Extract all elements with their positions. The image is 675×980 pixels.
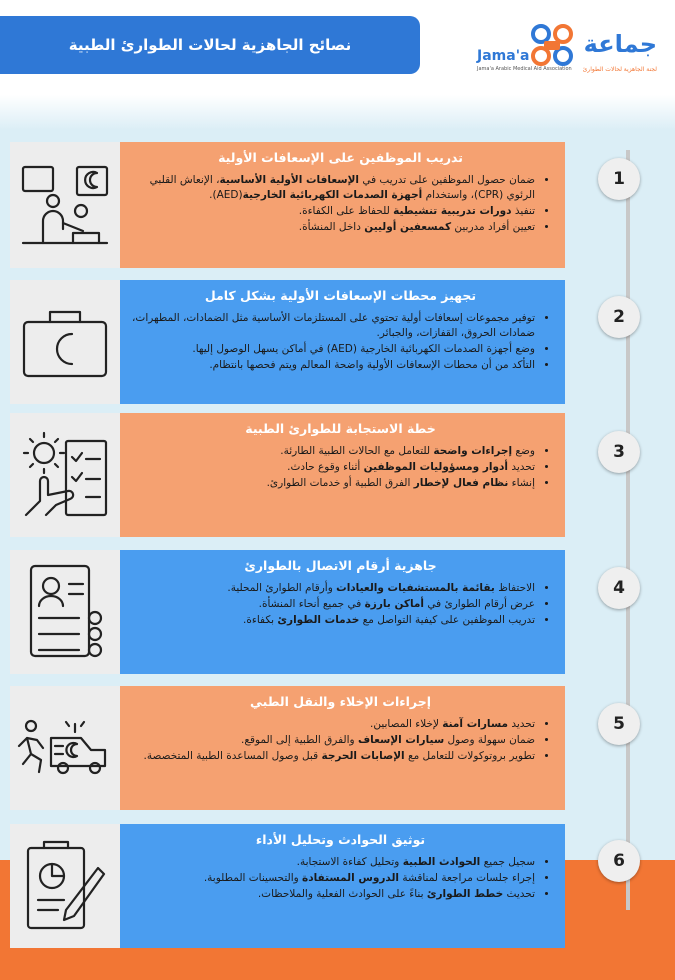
- section-title: خطة الاستجابة للطوارئ الطبية: [245, 421, 436, 436]
- list-item: • تعيين أفراد مدربين كمسعفين أوليين داخل المنشأة.: [130, 220, 535, 235]
- list-item: • ضمان حصول الموظفين على تدريب في الإسعافات الأولية الأساسية، الإنعاش القلبي الرئوي (CPR)، واستخدام أجهزة الصدمات الكهربائية الخارجية(AED).: [130, 173, 535, 203]
- section-documentation: [10, 824, 665, 948]
- list-item: • تنفيذ دورات تدريبية تنشيطية للحفاظ على الكفاءة.: [130, 204, 535, 219]
- first-aid-training-icon: [19, 161, 111, 249]
- section-icon-box: [10, 550, 120, 674]
- section-icon-box: [10, 686, 120, 810]
- section-emergency-contacts: [10, 550, 665, 674]
- list-item: • الاحتفاظ بقائمة بالمستشفيات والعيادات وأرقام الطوارئ المحلية.: [130, 581, 535, 596]
- first-aid-kit-icon: [20, 304, 110, 380]
- section-staff-training: [10, 142, 665, 268]
- section-content: [120, 142, 565, 268]
- section-title: جاهزية أرقام الاتصال بالطوارئ: [244, 558, 437, 573]
- logo-mark-icon: [529, 22, 575, 68]
- step-number-badge: 4: [598, 567, 640, 609]
- list-item: • عرض أرقام الطوارئ في أماكن بارزة في جميع أنحاء المنشأة.: [130, 597, 535, 612]
- list-item: • ضمان سهولة وصول سيارات الإسعاف والفرق الطبية إلى الموقع.: [130, 733, 535, 748]
- jamaa-logo: [477, 22, 657, 82]
- section-title: إجراءات الإخلاء والنقل الطبي: [249, 694, 432, 709]
- emergency-plan-icon: [20, 429, 110, 521]
- section-content: [120, 280, 565, 404]
- logo-english-name: Jama'a: [477, 48, 530, 64]
- step-number-badge: 6: [598, 840, 640, 882]
- section-icon-box: [10, 413, 120, 537]
- logo-arabic-name: جماعة: [583, 30, 657, 58]
- section-evacuation: [10, 686, 665, 810]
- list-item: • التأكد من أن محطات الإسعافات الأولية واضحة المعالم ويتم فحصها بانتظام.: [130, 358, 535, 373]
- step-number-badge: 5: [598, 703, 640, 745]
- list-item: • وضع أجهزة الصدمات الكهربائية الخارجية (AED) في أماكن يسهل الوصول إليها.: [130, 342, 535, 357]
- list-item: • سجيل جميع الحوادث الطبية وتحليل كفاءة الاستجابة.: [130, 855, 535, 870]
- logo-arabic-subtitle: لجنة الجاهزية لحالات الطوارئ: [582, 66, 657, 73]
- page-title: نصائح الجاهزية لحالات الطوارئ الطبية: [68, 36, 352, 54]
- list-item: • إجراء جلسات مراجعة لمناقشة الدروس المستفادة والتحسينات المطلوبة.: [130, 871, 535, 886]
- list-item: • وضع إجراءات واضحة للتعامل مع الحالات الطبية الطارئة.: [130, 444, 535, 459]
- step-number-badge: 2: [598, 296, 640, 338]
- section-icon-box: [10, 142, 120, 268]
- step-number-badge: 1: [598, 158, 640, 200]
- list-item: • تحديد أدوار ومسؤوليات الموظفين أثناء وقوع حادث.: [130, 460, 535, 475]
- evacuation-ambulance-icon: [15, 718, 115, 778]
- section-title: توثيق الحوادث وتحليل الأداء: [255, 832, 426, 847]
- section-first-aid-stations: [10, 280, 665, 404]
- section-content: [120, 413, 565, 537]
- incident-report-icon: [22, 838, 108, 934]
- section-content: [120, 686, 565, 810]
- section-content: [120, 824, 565, 948]
- list-item: • تحديث خطط الطوارئ بناءً على الحوادث الفعلية والملاحظات.: [130, 887, 535, 902]
- logo-english-subtitle: Jama'a Arabic Medical Aid Association: [477, 66, 572, 72]
- title-banner: [0, 16, 420, 74]
- section-icon-box: [10, 824, 120, 948]
- list-item: • توفير مجموعات إسعافات أولية تحتوي على المستلزمات الأساسية مثل الضمادات، المطهرات، ضمادات الحروق، القفازات، والجبائر.: [130, 311, 535, 341]
- list-item: • تدريب الموظفين على كيفية التواصل مع خدمات الطوارئ بكفاءة.: [130, 613, 535, 628]
- section-response-plan: [10, 413, 665, 537]
- step-number-badge: 3: [598, 431, 640, 473]
- section-icon-box: [10, 280, 120, 404]
- section-title: تدريب الموظفين على الإسعافات الأولية: [218, 150, 463, 165]
- list-item: • تطوير بروتوكولات للتعامل مع الإصابات الحرجة قبل وصول المساعدة الطبية المتخصصة.: [130, 749, 535, 764]
- section-title: تجهيز محطات الإسعافات الأولية بشكل كامل: [204, 288, 477, 303]
- section-content: [120, 550, 565, 674]
- contact-list-icon: [25, 562, 105, 662]
- list-item: • إنشاء نظام فعال لإخطار الفرق الطبية أو خدمات الطوارئ.: [130, 476, 535, 491]
- list-item: • تحديد مسارات آمنة لإخلاء المصابين.: [130, 717, 535, 732]
